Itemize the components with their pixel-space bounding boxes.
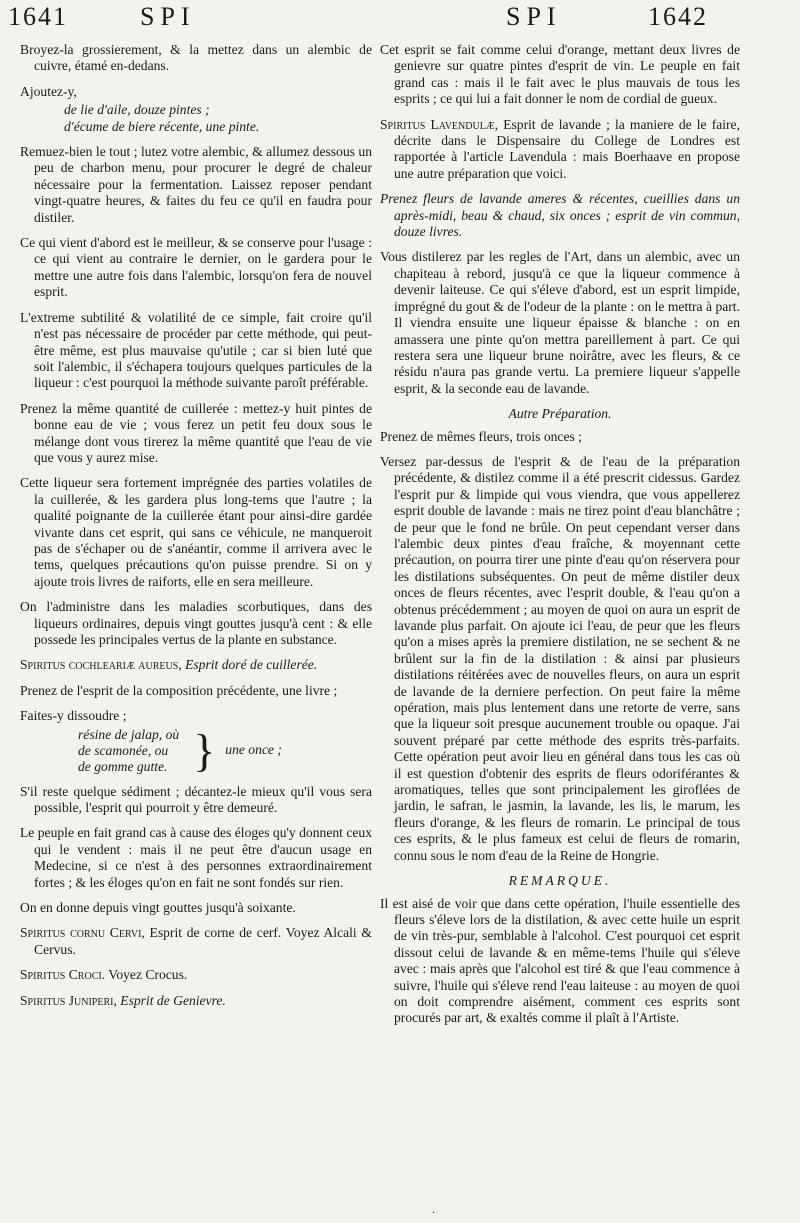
ingredient-line: de lie d'aile, douze pintes ; — [64, 102, 210, 118]
ingredient-quantity: une once ; — [225, 742, 282, 758]
page-number-right: 1642 — [648, 2, 708, 31]
ingredient-line: de gomme gutte. — [78, 758, 168, 774]
page-number-left: 1641 — [8, 2, 68, 31]
paragraph: Prenez fleurs de lavande ameres & récentes, cueillies dans un après-midi, beau & chaud, six onces ; esprit de vin commun, douze livres. — [380, 191, 740, 240]
paragraph: Faites-y dissoudre ; — [20, 708, 127, 724]
running-header — [0, 0, 800, 40]
bottom-mark: · — [432, 1208, 436, 1219]
entry-gloss: Esprit de corne de cerf. Voyez Alcali & Cervus. — [34, 925, 373, 957]
entry-heading — [20, 657, 372, 673]
entry-heading — [20, 993, 372, 1009]
ingredient-list — [20, 727, 179, 775]
remarque-heading: REMARQUE. — [508, 873, 612, 889]
paragraph: Cette liqueur sera fortement imprégnée des parties volatiles de la cuillerée, & les gardera plus long-tems que l'autre ; la qualité poignante de la cuillerée étant pour ainsi-dire gardée vivante dans cet esprit, qui sans ce véhicule, ne manqueroit pas de s'échaper ou de s'anéantir, comme il arrivera avec le tems, quelques précautions qu'on puisse prendre. Si on y ajoute trois livres de raiforts, elle en sera meilleure. — [20, 475, 372, 589]
paragraph: Prenez de mêmes fleurs, trois onces ; — [380, 428, 582, 444]
paragraph: Cet esprit se fait comme celui d'orange, mettant deux livres de genievre sur quatre pintes d'esprit de vin. Le peuple en fait grand cas : mais il le fait avec le plus mauvais de tous les esprits ; ce qui lui a fait donner le nom de cordial de gueux. — [380, 42, 740, 107]
entry-gloss: Esprit de Genievre. — [116, 992, 226, 1008]
paragraph: Remuez-bien le tout ; lutez votre alembic, & allumez dessous un peu de charbon menu, pour procurer le degré de chaleur nécessaire pour la fermentation. Laissez reposer pendant vingt-quatre heures, & faites du feu ce qu'il en faudra pour distiler. — [20, 144, 372, 225]
entry-term: Spiritus Croci. — [20, 967, 106, 983]
entry-heading — [20, 925, 372, 958]
entry-term: Spiritus cochleariæ aureus, — [20, 657, 182, 673]
paragraph: Versez par-dessus de l'esprit & de l'eau de la préparation précédente, & distilez comme il a été prescrit cidessus. Gardez l'esprit pur & limpide qui vous viendra, que vous appellerez esprit double de lavande : mais ne tirez point d'eau blanchâtre ; de peur que le fond ne brûle. On peut cependant verser dans l'alembic deux pintes d'eau fraîche, & moyennant cette précaution, on pourra tirer une pinte d'eau qu'on réservera pour les distilations subséquentes. On peut de même distiler deux onces de fleurs récentes, avec l'esprit double, & l'eau qu'on a obtenus précédemment ; au moyen de quoi on aura un esprit de lavande plus parfait. On ajoute ici l'eau, de peur que les fleurs qu'on a mises après la premiere distilation, ne se sechent & ne brûlent sur la fin de la distilation : & ainsi par plusieurs distilations réitérées avec de nouvelles fleurs, on aura un esprit de lavande de la derniere perfection. On peut faire la même opération, mais plus lentement dans une retorte de verre, sans que la liqueur soit presque aucunement trouble ou opaque. J'ai souvent préparé par cette méthode des esprits très-parfaits. Cette opération peut avoir lieu en général dans tous les cas où il est question d'obtenir des esprits de fleurs odoriférantes & aromatiques, telles que sont principalement les giroflées de jardin, le safran, le jasmin, la lavande, les lis, le marum, les fleurs d'orange, & les fleurs de romarin. Le principal de tous ces esprits, & le plus fameux est celui de fleurs de romarin, connu sous le nom d'eau de la Reine de Hongrie. — [380, 453, 740, 863]
paragraph: L'extreme subtilité & volatilité de ce simple, fait croire qu'il n'est pas nécessaire de procéder par cette méthode, qui peut-être même, est plus mauvaise qu'utile ; car si bien luté que soit l'alembic, il s'échapera toujours quelques particules de la liqueur : c'est pourquoi la méthode suivante paroît préférable. — [20, 309, 372, 391]
paragraph: Broyez-la grossierement, & la mettez dans un alembic de cuivre, étamé en-dedans. — [20, 42, 372, 74]
running-title-right: SPI — [506, 2, 562, 31]
brace-glyph: } — [193, 724, 216, 776]
entry-term: Spiritus Juniperi, — [20, 992, 117, 1008]
entry-term: Spiritus cornu Cervi, — [20, 925, 145, 941]
paragraph: Il est aisé de voir que dans cette opération, l'huile essentielle des fleurs s'éleve lors de la distilation, & avec cette huile un esprit de vin très-pur, semblable à l'alcohol. C'est pourquoi cet esprit dissout celui de lavande & en même-tems l'huile qui s'éleve avec : mais après que l'alcohol est tiré & que l'eau commence à suivre, l'huile qui s'éleve rend l'eau laiteuse : au moyen de quoi on doit comprendre aisément, comment ces esprits sont procurés par art, & exaltés comme il plaît à l'Artiste. — [380, 895, 740, 1026]
paragraph: Ajoutez-y, — [20, 83, 77, 99]
paragraph: Le peuple en fait grand cas à cause des éloges qu'y donnent ceux qui le vendent : mais il ne peut être d'aucun usage en Medecine, si ce n'est à des personnes extraordinairement fortes ; & les éloges qu'on en fait ne sont fondés sur rien. — [20, 825, 372, 890]
paragraph: On l'administre dans les maladies scorbutiques, dans des liqueurs ordinaires, depuis vingt gouttes jusqu'à cent : & elle possede les principales vertus de la plante en substance. — [20, 599, 372, 647]
right-column — [380, 42, 740, 1036]
paragraph: Prenez de l'esprit de la composition précédente, une livre ; — [20, 682, 338, 698]
entry-term: Spiritus Lavendulæ, — [380, 116, 499, 132]
paragraph: On en donne depuis vingt gouttes jusqu'à soixante. — [20, 900, 296, 916]
ingredient-line: résine de jalap, où — [78, 726, 180, 742]
section-heading: Autre Préparation. — [508, 406, 612, 422]
ingredient-line: de scamonée, ou — [78, 742, 169, 758]
paragraph: Vous distilerez par les regles de l'Art, dans un alembic, avec un chapiteau à rebord, jusqu'à ce que la liqueur commence à devenir laiteuse. Ce qui s'éleve d'abord, est un esprit limpide, imprégné du gout & de l'odeur de la plante : on le mettra à part. Il viendra ensuite une liqueur épaisse & blanche : on en amassera une pinte qu'on mettra pareillement à part. Ce qui restera sera une liqueur brune noirâtre, avec les fleurs, & ce résidu n'aura pas grande vertu. La premiere liqueur s'appelle esprit, & la seconde eau de lavande. — [380, 249, 740, 396]
ingredient-line: d'écume de biere récente, une pinte. — [64, 118, 260, 134]
entry-gloss: Esprit de lavande ; la maniere de le faire, décrite dans le Dispensaire du College de Londres est rapportée à l'article Lavendula : mais Boerhaave en propose une autre préparation que voici. — [394, 116, 740, 181]
running-title-left: SPI — [140, 2, 196, 31]
paragraph: Prenez la même quantité de cuillerée : mettez-y huit pintes de bonne eau de vie ; vous ferez un petit feu doux sous le mélange dont vous tirerez la même quantité que l'eau de vie que vous y aurez mise. — [20, 400, 372, 465]
paragraph: S'il reste quelque sédiment ; décantez-le mieux qu'il vous sera possible, l'esprit qui pourroit y être demeuré. — [20, 783, 372, 816]
ingredient-group — [20, 724, 372, 776]
entry-gloss: Esprit doré de cuillerée. — [181, 657, 318, 673]
paragraph: Ce qui vient d'abord est le meilleur, & se conserve pour l'usage : ce qui vient au contraire le dernier, on le gardera pour le mettre une autre fois dans l'alembic, lorsqu'on fera de nouvel esprit. — [20, 235, 372, 300]
left-column — [20, 42, 372, 1018]
entry-gloss: Voyez Crocus. — [105, 967, 188, 983]
entry-heading — [20, 967, 372, 983]
entry-heading — [380, 117, 740, 183]
